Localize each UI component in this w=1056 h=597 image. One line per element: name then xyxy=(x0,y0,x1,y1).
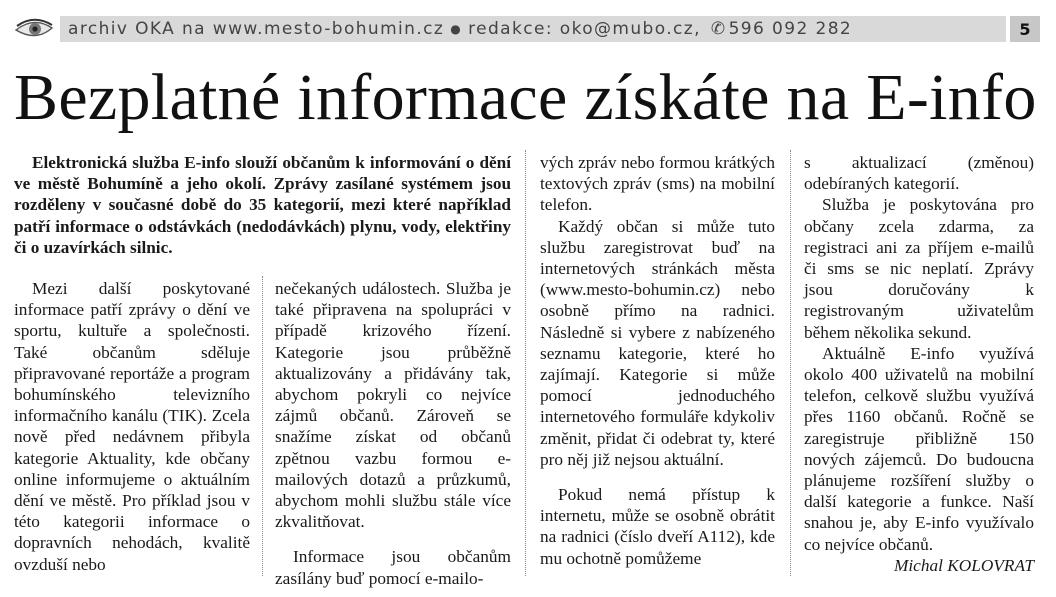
paragraph: vých zpráv nebo formou krátkých textových zpráv (sms) na mobilní telefon. xyxy=(540,153,775,215)
paragraph: Aktuálně E-info využívá okolo 400 uživatelů na mobilní telefon, celkově službu využívá přes 1160 občanů. Ročně se zaregistruje přibližně 150 nových zájemců. Do budoucna plánujeme rozšíření služby o další kategorie a funkce. Naší snahou je, aby E-info využívalo co nejvíce občanů. xyxy=(804,343,1034,554)
paragraph: Informace jsou občanům zasílány buď pomocí e-mailo- xyxy=(275,547,511,588)
column-3 xyxy=(540,152,775,569)
article-title: Bezplatné informace získáte na E-info xyxy=(14,61,1037,134)
page-header xyxy=(14,16,1040,42)
phone-text: 596 092 282 xyxy=(728,19,853,39)
column-1 xyxy=(14,278,250,575)
bullet-icon: ● xyxy=(450,22,463,36)
paragraph: Služba je poskytována pro občany zcela zdarma, za registraci ani za příjem e-mailů či sms se nic neplatí. Zprávy jsou doručovány k registrovaným uživatelům během několika sekund. xyxy=(804,195,1034,342)
column-divider xyxy=(262,276,263,576)
article-lead xyxy=(14,152,511,258)
lead-paragraph: Elektronická služba E-info slouží občanům k informování o dění ve městě Bohumíně a jeho okolí. Zprávy zasílané systémem jsou rozděleny v současné době do 35 kategorií, mezi které například patří informace o odstávkách (nedodávkách) plynu, vody, elektřiny či o uzavírkách silnic. xyxy=(14,153,511,257)
paragraph: s aktualizací (změnou) odebíraných kategorií. xyxy=(804,153,1034,194)
paragraph: Mezi další poskytované informace patří zprávy o dění ve sportu, kultuře a společnosti. Také občanům sděluje připravované reportáže a program bohumínského televizního informačního kanálu (TIK). Zcela nově před nedávnem přibyla kategorie Aktuality, kde občany online informujeme o aktuálním dění ve městě. Pro příklad jsou v této kategorii informace o dopravních nehodách, kvalitě ovzduší nebo xyxy=(14,279,250,574)
eye-icon xyxy=(14,16,54,42)
column-divider xyxy=(525,150,526,576)
column-divider xyxy=(790,150,791,576)
phone-icon: ✆ xyxy=(710,19,727,39)
column-4 xyxy=(804,152,1034,576)
header-strip xyxy=(60,16,1006,42)
archive-text: archiv OKA na www.mesto-bohumin.cz xyxy=(68,19,445,39)
page-number: 5 xyxy=(1010,16,1040,42)
paragraph: Pokud nemá přístup k internetu, může se osobně obrátit na radnici (číslo dveří A112), kde mu ochotně pomůžeme xyxy=(540,485,775,568)
article-author: Michal KOLOVRAT xyxy=(893,555,1034,575)
paragraph: nečekaných událostech. Služba je také připravena na spolupráci v případě krizového řízení. Kategorie jsou průběžně aktualizovány a přidávány tak, abychom pokryli co nejvíce zájmů občanů. Zároveň se snažíme získat od občanů zpětnou vazbu formou e-mailových dotazů a průzkumů, abychom mohli službu stále více zkvalitňovat. xyxy=(275,279,511,532)
column-2 xyxy=(275,278,511,589)
paragraph: Každý občan si může tuto službu zaregistrovat buď na internetových stránkách města (www.mesto-bohumin.cz) nebo osobně přímo na radnici. Následně si vybere z nabízeného seznamu kategorie, které ho zajímají. Kategorie si může pomocí jednoduchého internetového formuláře kdykoliv změnit, přidat či odebrat ty, které pro něj již nejsou aktuální. xyxy=(540,216,775,469)
editorial-text: redakce: oko@mubo.cz, xyxy=(468,19,701,39)
